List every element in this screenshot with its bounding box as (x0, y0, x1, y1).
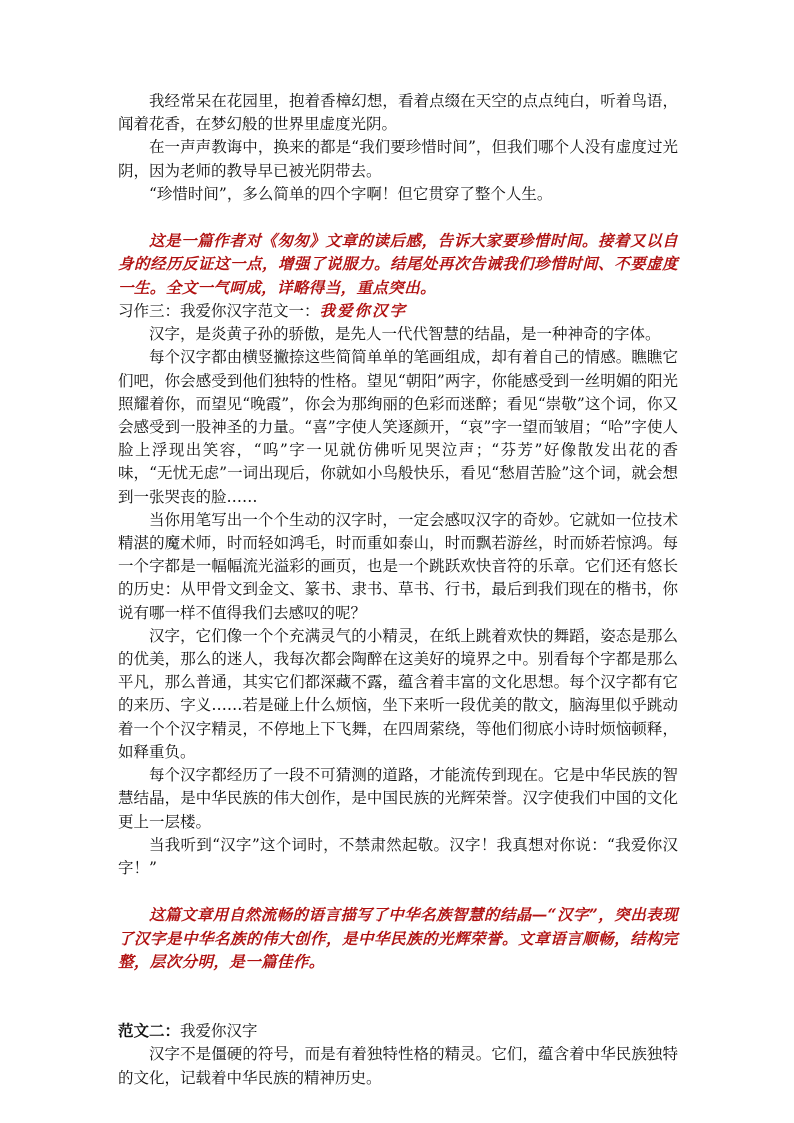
spacer (118, 973, 678, 1019)
essay2-paragraph-1: 汉字不是僵硬的符号，而是有着独特性格的精灵。它们，蕴含着中华民族独特的文化，记载着中华民族的精神历史。 (118, 1045, 678, 1087)
essay1-paragraph-6: 当我听到“汉字”这个词时，不禁肃然起敬。汉字！我真想对你说：“我爱你汉字！” (118, 835, 678, 877)
intro-paragraph-2: 在一声声教诲中，换来的都是“我们要珍惜时间”，但我们哪个人没有虚度过光阴，因为老师的教导早已被光阴带去。 (118, 138, 678, 180)
intro-paragraph-3: “珍惜时间”，多么简单的四个字啊！但它贯穿了整个人生。 (149, 184, 553, 203)
essay1-paragraph-4: 汉字，它们像一个个充满灵气的小精灵，在纸上跳着欢快的舞蹈，姿态是那么的优美，那么的迷人，我每次都会陶醉在这美好的境界之中。别看每个字都是那么平凡，那么普通，其实它们都深藏不露，蕴含着丰富的文化思想。每个汉字都有它的来历、字义……若是碰上什么烦恼，坐下来听一段优美的散文，脑海里似乎跳动着一个个汉字精灵，不停地上下飞舞，在四周萦绕，等他们彻底小诗时烦恼顿释，如释重负。 (118, 626, 678, 761)
essay1-paragraph-5: 每个汉字都经历了一段不可猜测的道路，才能流传到现在。它是中华民族的智慧结晶，是中华民族的伟大创作，是中国民族的光辉荣誉。汉字使我们中国的文化更上一层楼。 (118, 766, 678, 831)
exercise-3-heading (118, 299, 678, 323)
exercise-3-prefix: 习作三：我爱你汉字范文一： (118, 302, 320, 321)
exercise-3-title: 我爱你汉字 (319, 301, 408, 321)
essay2-title: 我爱你汉字 (180, 1022, 258, 1041)
essay2-lead: 范文二： (118, 1021, 181, 1041)
essay1-paragraph-1: 汉字，是炎黄子孙的骄傲，是先人一代代智慧的结晶，是一种神奇的字体。 (149, 325, 661, 344)
spacer (118, 206, 678, 229)
document-page (118, 90, 678, 1090)
commentary-1: 这是一篇作者对《匆匆》文章的读后感，告诉大家要珍惜时间。接着又以自身的经历反证这一点，增强了说服力。结尾处再次告诫我们珍惜时间、不要虚度一生。全文一气呵成，详略得当，重点突出。 (118, 231, 678, 297)
commentary-2: 这篇文章用自然流畅的语言描写了中华名族智慧的结晶—“汉字”，突出表现了汉字是中华名族的伟大创作，是中华民族的光辉荣誉。文章语言顺畅，结构完整，层次分明，是一篇佳作。 (118, 905, 678, 971)
spacer (118, 880, 678, 903)
intro-paragraph-1: 我经常呆在花园里，抱着香樟幻想，看着点缀在天空的点点纯白，听着鸟语，闻着花香，在梦幻般的世界里虚度光阴。 (118, 92, 678, 134)
essay2-heading (118, 1019, 678, 1043)
essay1-paragraph-3: 当你用笔写出一个个生动的汉字时，一定会感叹汉字的奇妙。它就如一位技术精湛的魔术师，时而轻如鸿毛，时而重如泰山，时而飘若游丝，时而娇若惊鸿。每一个字都是一幅幅流光溢彩的画页，也是一个跳跃欢快音符的乐章。它们还有悠长的历史：从甲骨文到金文、篆书、隶书、草书、行书，最后到我们现在的楷书，你说有哪一样不值得我们去感叹的呢？ (118, 510, 678, 622)
essay1-paragraph-2: 每个汉字都由横竖撇捺这些简简单单的笔画组成，却有着自己的情感。瞧瞧它们吧，你会感受到他们独特的性格。望见“朝阳”两字，你能感受到一丝明媚的阳光照耀着你，而望见“晚霞”，你会为那绚丽的色彩而迷醉；看见“崇敬”这个词，你又会感受到一股神圣的力量。“喜”字使人笑逐颜开，“哀”字一望而皱眉；“哈”字使人脸上浮现出笑容，“呜”字一见就仿佛听见哭泣声；“芬芳”好像散发出花的香味，“无忧无虑”一词出现后，你就如小鸟般快乐，看见“愁眉苦脸”这个词，就会想到一张哭丧的脸…… (118, 348, 678, 506)
